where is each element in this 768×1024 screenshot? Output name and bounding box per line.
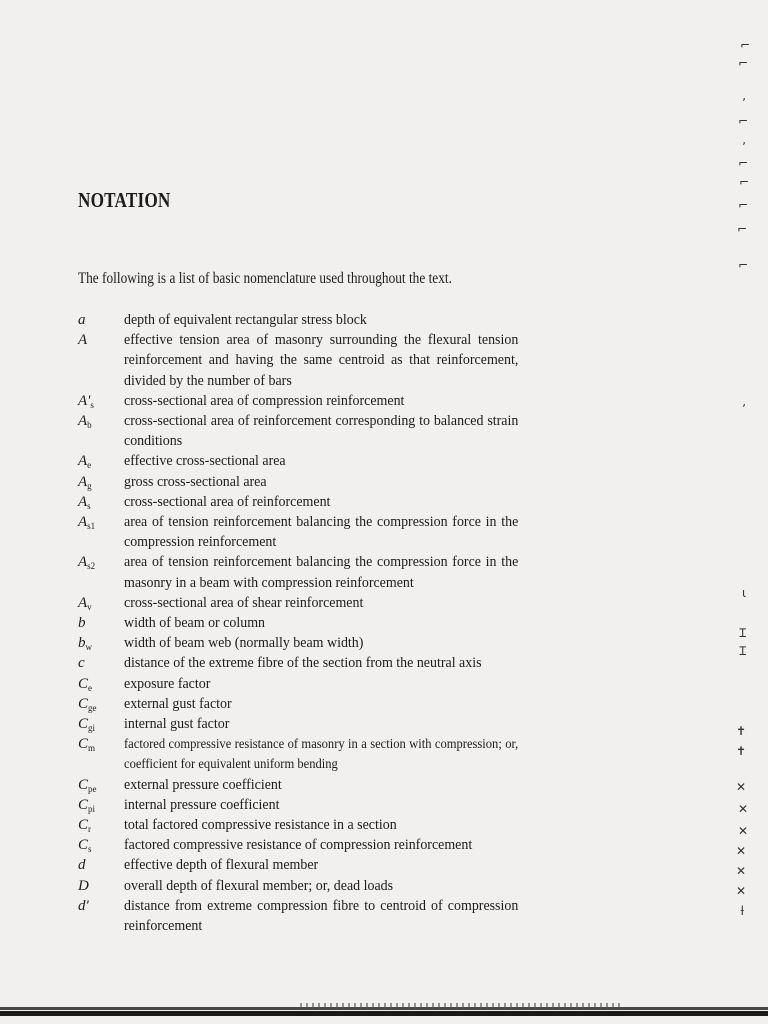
notation-definition: external gust factor — [124, 695, 232, 712]
notation-symbol: A — [78, 332, 88, 349]
notation-definition: area of tension reinforcement balancing the compression force in the compression reinforcement — [124, 514, 519, 551]
notation-definition: gross cross-sectional area — [124, 473, 267, 490]
notation-definition: effective tension area of masonry surrounding the flexural tension reinforcement and having the same centroid as that reinforcement, divided by the number of bars — [124, 332, 519, 389]
notation-definition: area of tension reinforcement balancing the compression force in the masonry in a beam with compression reinforcement — [124, 554, 519, 591]
notation-symbol: $A_{s1}$ — [78, 514, 96, 532]
notation-definition: cross-sectional area of reinforcement — [124, 493, 331, 510]
notation-definition: cross-sectional area of shear reinforcement — [124, 594, 364, 611]
notation-list — [78, 310, 548, 936]
notation-entry — [78, 775, 548, 795]
page-title: NOTATION — [78, 188, 171, 212]
scan-edge-marks: ⌐ ⌐ ʼ ⌐ ʼ ⌐ ⌐ ⌐ ⌐ ⌐ ʼ ɩ Ɪ Ɪ ✝ ✝ ✕ ✕ ✕ ✕ ✕ ✕ ƚ — [735, 38, 750, 918]
notation-symbol: $C_m$ — [78, 736, 96, 754]
intro-text: The following is a list of basic nomenclature used throughout the text. — [78, 270, 452, 287]
notation-symbol: $A_g$ — [78, 473, 92, 491]
notation-entry — [78, 855, 548, 875]
notation-entry — [78, 674, 548, 694]
notation-definition: distance from extreme compression fibre to centroid of compression reinforcement — [124, 897, 519, 935]
notation-symbol: $C_{pe}$ — [78, 776, 97, 794]
notation-definition: overall depth of flexural member; or, dead loads — [124, 877, 394, 894]
notation-symbol: d' — [78, 897, 89, 914]
notation-definition: internal pressure coefficient — [124, 796, 280, 813]
notation-entry — [78, 795, 548, 815]
notation-entry — [78, 653, 548, 673]
notation-entry — [78, 472, 548, 492]
notation-symbol: $A_v$ — [78, 594, 92, 612]
notation-symbol: $C_e$ — [78, 675, 93, 693]
notation-definition: factored compressive resistance of masonry in a section with compression; or, coefficient for equivalent uniform bending — [124, 736, 519, 772]
notation-entry — [78, 552, 548, 592]
notation-definition: depth of equivalent rectangular stress block — [124, 312, 367, 328]
notation-definition: effective depth of flexural member — [124, 857, 319, 874]
notation-entry — [78, 714, 548, 734]
notation-symbol: $C_{ge}$ — [78, 695, 97, 713]
notation-entry — [78, 815, 548, 835]
notation-definition: distance of the extreme fibre of the section from the neutral axis — [124, 655, 482, 672]
notation-symbol: b — [78, 615, 86, 632]
notation-symbol: a — [78, 312, 86, 328]
notation-symbol: $A_e$ — [78, 453, 92, 471]
notation-symbol: $C_s$ — [78, 837, 92, 855]
notation-symbol: $b_w$ — [78, 635, 92, 653]
notation-entry — [78, 310, 548, 330]
notation-definition: factored compressive resistance of compression reinforcement — [124, 837, 473, 854]
notation-entry — [78, 330, 548, 391]
notation-symbol: $C_r$ — [78, 817, 92, 835]
scan-bottom-edge — [0, 1003, 768, 1017]
notation-entry — [78, 633, 548, 653]
notation-symbol: $A'_s$ — [78, 392, 94, 410]
notation-entry — [78, 391, 548, 411]
notation-entry — [78, 512, 548, 552]
notation-symbol: $A_b$ — [78, 413, 92, 431]
notation-entry — [78, 613, 548, 633]
notation-definition: internal gust factor — [124, 716, 230, 733]
notation-entry — [78, 896, 548, 936]
notation-entry — [78, 694, 548, 714]
notation-definition: external pressure coefficient — [124, 776, 282, 793]
notation-entry — [78, 593, 548, 613]
notation-symbol: $C_{gi}$ — [78, 716, 96, 734]
notation-entry — [78, 492, 548, 512]
notation-symbol: c — [78, 655, 85, 672]
notation-definition: width of beam or column — [124, 615, 266, 632]
notation-definition: exposure factor — [124, 675, 211, 692]
notation-entry — [78, 876, 548, 896]
notation-entry — [78, 451, 548, 471]
notation-entry — [78, 411, 548, 451]
notation-definition: width of beam web (normally beam width) — [124, 635, 364, 652]
notation-definition: cross-sectional area of reinforcement corresponding to balanced strain conditions — [124, 413, 519, 450]
notation-definition: total factored compressive resistance in a section — [124, 817, 397, 834]
notation-entry — [78, 734, 548, 774]
notation-symbol: $A_{s2}$ — [78, 554, 96, 572]
notation-symbol: $A_s$ — [78, 493, 91, 511]
notation-entry — [78, 835, 548, 855]
notation-symbol: $C_{pi}$ — [78, 796, 96, 814]
notation-definition: effective cross-sectional area — [124, 453, 286, 470]
notation-symbol: D — [78, 877, 89, 894]
notation-definition: cross-sectional area of compression reinforcement — [124, 392, 405, 409]
notation-symbol: d — [78, 857, 86, 874]
